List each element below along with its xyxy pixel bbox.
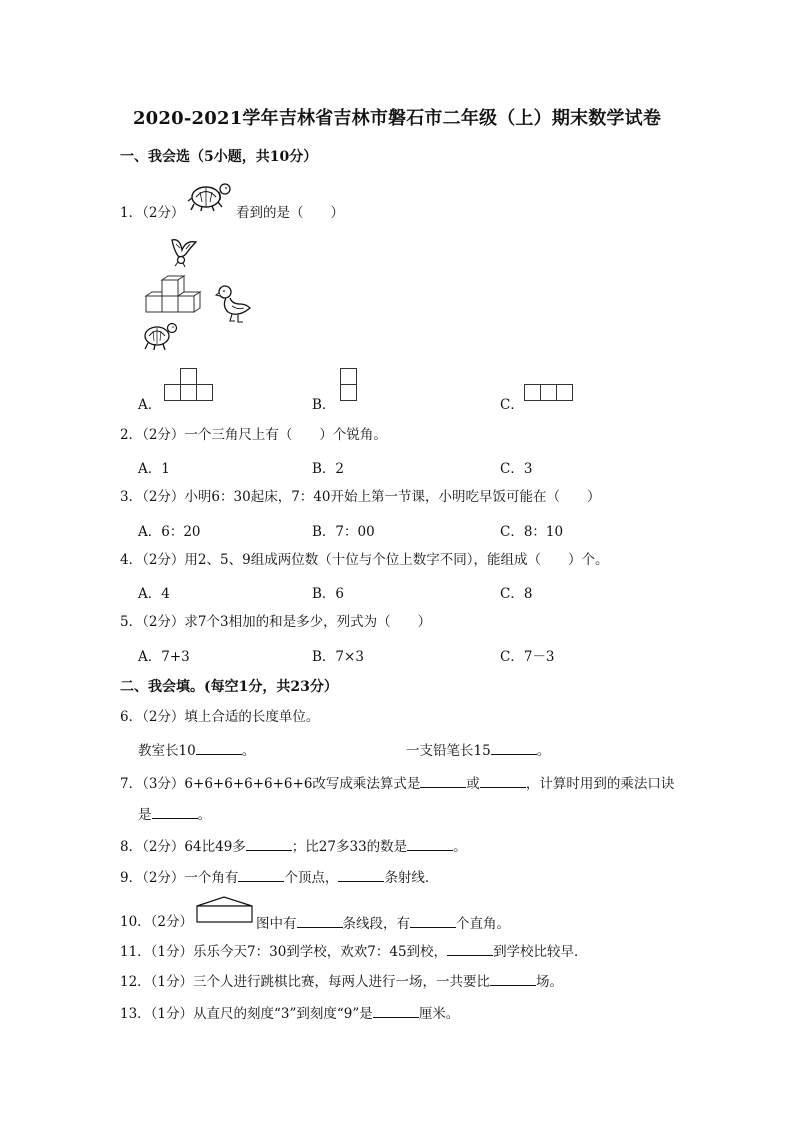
question-3: 3．（2分）小明6：30起床，7：40开始上第一节课，小明吃早饭可能在（ ） [120, 489, 601, 505]
q3-option-a[interactable]: A．6：20 [138, 524, 201, 540]
q13-text-b: 厘米。 [418, 1006, 460, 1022]
q7-text-c: ，计算时用到的乘法口诀 [525, 776, 675, 792]
q8-text-a: 8．（2分）64比49多 [120, 839, 246, 855]
question-6: 6．（2分）填上合适的长度单位。 [120, 709, 320, 725]
q9-blank-1[interactable] [238, 867, 284, 882]
q10-blank-1[interactable] [297, 913, 343, 928]
q8-text-b: ；比27多33的数是 [291, 839, 408, 855]
question-11 [120, 941, 588, 961]
q5-option-b[interactable]: B．7×3 [312, 649, 364, 665]
q10-text-c: 条线段，有 [342, 916, 410, 932]
q1-text: 看到的是（ ） [236, 205, 344, 221]
q13-blank-1[interactable] [373, 1003, 419, 1018]
q6-left-label: 教室长10 [138, 743, 196, 759]
q1-option-b[interactable]: B． [312, 397, 336, 413]
q8-blank-1[interactable] [246, 836, 292, 851]
q4-option-c[interactable]: C．8 [500, 586, 533, 602]
q9-text-a: 9．（2分）一个角有 [120, 870, 239, 886]
bird-icon [166, 236, 200, 268]
q3-option-b[interactable]: B．7：00 [312, 524, 375, 540]
q2-option-c[interactable]: C．3 [500, 461, 533, 477]
q10-text-d: 个直角。 [456, 916, 510, 932]
q7-blank-2[interactable] [480, 773, 526, 788]
turtle-small-icon [142, 320, 180, 352]
q1-option-c[interactable]: C． [500, 397, 524, 413]
q5-option-a[interactable]: A．7+3 [138, 649, 190, 665]
house-shape-icon [196, 896, 254, 924]
q7-text-d: 是 [138, 807, 152, 823]
q9-blank-2[interactable] [338, 867, 384, 882]
question-2: 2．（2分）一个三角尺上有（ ）个锐角。 [120, 427, 387, 443]
q6-left-end: 。 [241, 743, 256, 759]
question-1 [120, 204, 184, 222]
q3-option-c[interactable]: C．8：10 [500, 524, 564, 540]
q9-text-c: 条射线． [384, 870, 439, 886]
question-8 [120, 836, 467, 856]
q4-option-b[interactable]: B．6 [312, 586, 345, 602]
question-7-line-2 [138, 804, 211, 824]
q6-blank-2[interactable] [491, 740, 537, 755]
q10-text-b: 图中有 [256, 916, 297, 932]
q4-option-a[interactable]: A．4 [138, 586, 170, 602]
section-1-heading: 一、我会选（5小题，共10分） [120, 149, 318, 165]
q7-text-b: 或 [466, 776, 480, 792]
q12-text-b: 场。 [536, 974, 564, 990]
q2-option-b[interactable]: B．2 [312, 461, 345, 477]
q10-blank-2[interactable] [410, 913, 456, 928]
question-10-prefix: 10．（2分） [120, 914, 194, 930]
option-a-figure-icon [164, 368, 214, 402]
q7-blank-3[interactable] [152, 804, 198, 819]
q1-prefix: 1．（2分） [120, 205, 185, 221]
q6-blank-1[interactable] [196, 740, 242, 755]
question-12 [120, 971, 563, 991]
q9-text-b: 个顶点， [284, 870, 339, 886]
duck-icon [216, 284, 254, 324]
section-2-heading: 二、我会填。(每空1分，共23分） [120, 679, 338, 695]
q6-line-left [138, 740, 255, 760]
q12-blank-1[interactable] [490, 971, 536, 986]
q6-line-right [406, 740, 550, 760]
q13-text-a: 13．（1分）从直尺的刻度“3”到刻度“9”是 [120, 1006, 373, 1022]
q12-text-a: 12．（1分）三个人进行跳棋比赛，每两人进行一场，一共要比 [120, 974, 491, 990]
q8-text-c: 。 [453, 839, 467, 855]
q7-text-e: 。 [197, 807, 211, 823]
q6-right-end: 。 [536, 743, 551, 759]
q1-option-a[interactable]: A． [138, 397, 162, 413]
option-b-figure-icon [339, 368, 359, 402]
cubes-icon [144, 276, 202, 316]
q5-option-c[interactable]: C．7－3 [500, 649, 555, 665]
q8-blank-2[interactable] [407, 836, 453, 851]
q11-blank-1[interactable] [447, 941, 493, 956]
question-9 [120, 867, 438, 887]
question-10 [256, 913, 510, 933]
q11-text-a: 11．（1分）乐乐今天7：30到学校，欢欢7：45到校， [120, 944, 448, 960]
q6-right-label: 一支铅笔长15 [406, 743, 491, 759]
question-5: 5．（2分）求7个3相加的和是多少，列式为（ ） [120, 614, 432, 630]
option-c-figure-icon [524, 384, 576, 402]
question-7 [120, 773, 674, 793]
turtle-icon [188, 180, 234, 214]
question-13 [120, 1003, 459, 1023]
page-title: 2020-2021学年吉林省吉林市磐石市二年级（上）期末数学试卷 [132, 108, 662, 129]
q7-text-a: 7．（3分）6+6+6+6+6+6+6改写成乘法算式是 [120, 776, 421, 792]
q2-option-a[interactable]: A．1 [138, 461, 170, 477]
question-4: 4．（2分）用2、5、9组成两位数（十位与个位上数字不同），能组成（ ）个。 [120, 552, 609, 568]
q11-text-b: 到学校比较早． [493, 944, 588, 960]
q7-blank-1[interactable] [420, 773, 466, 788]
